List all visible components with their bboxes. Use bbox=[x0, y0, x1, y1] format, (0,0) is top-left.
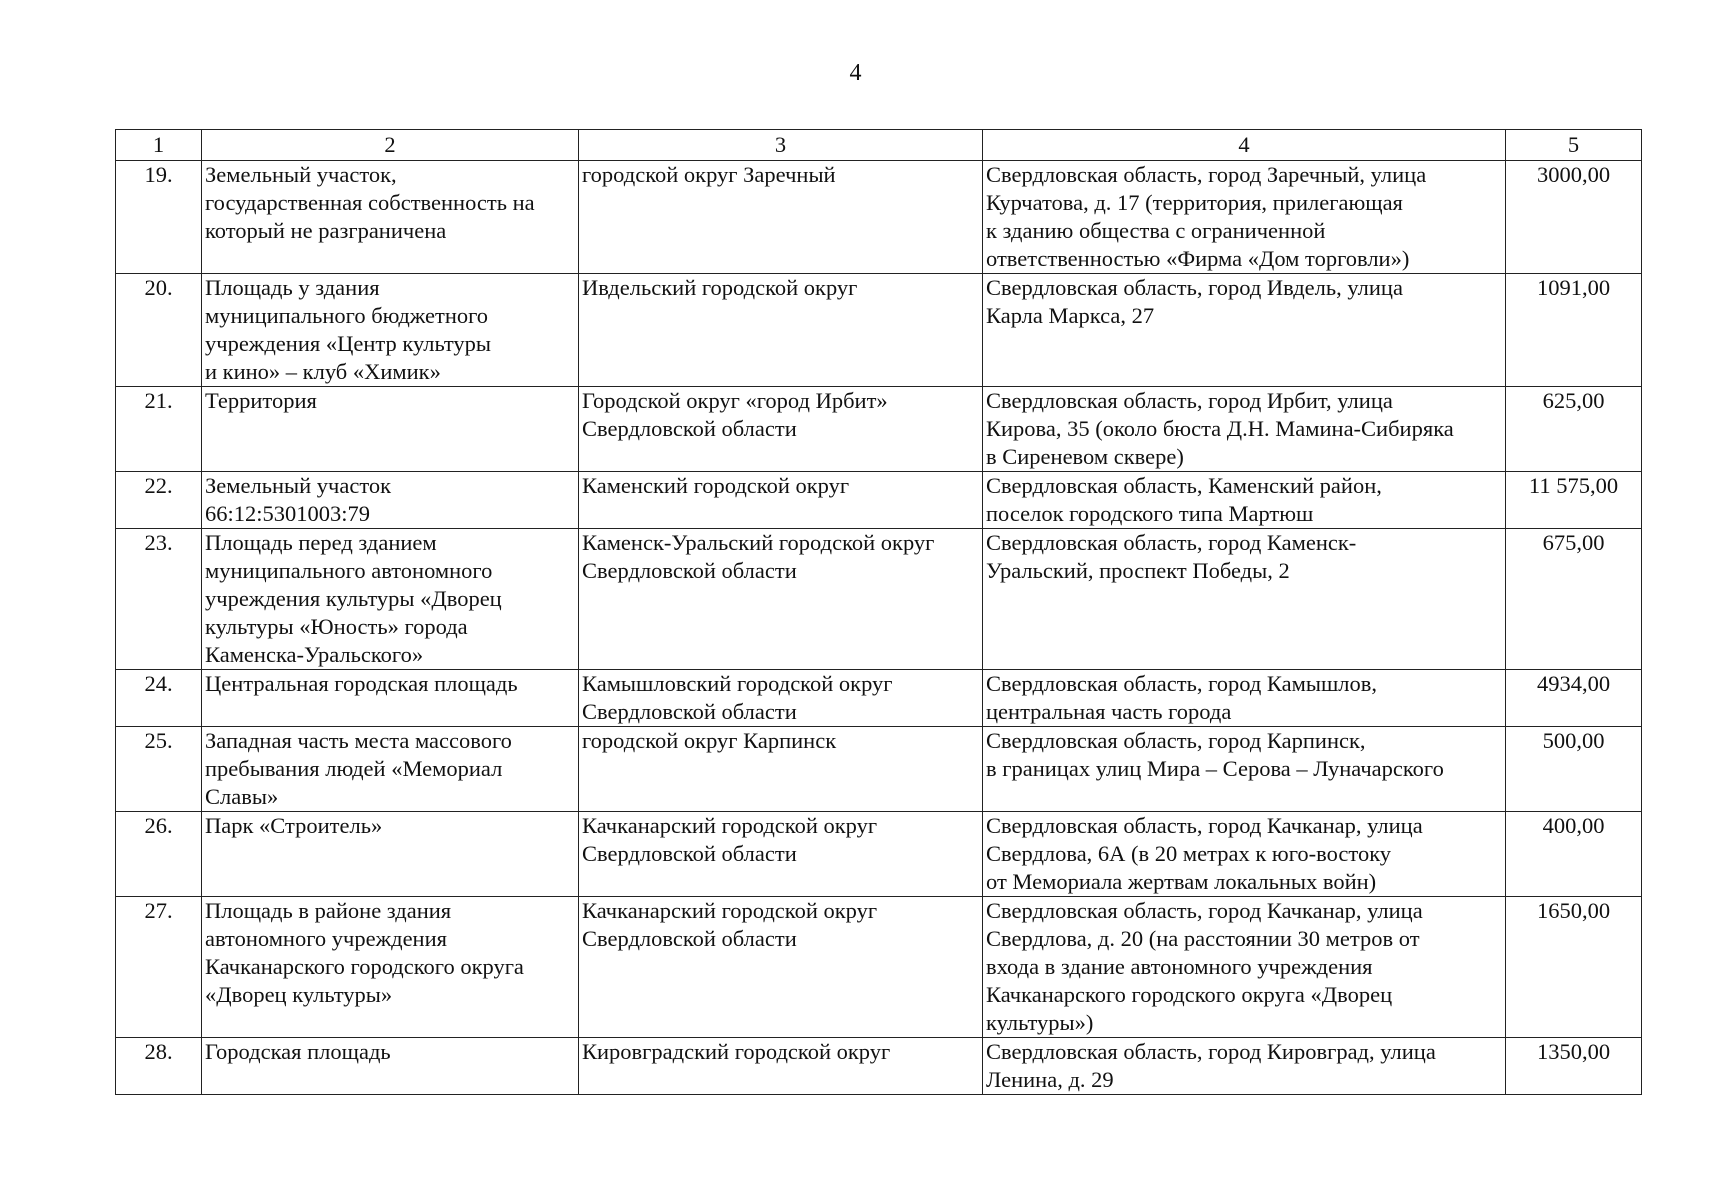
municipality-cell: Камышловский городской округ Свердловской области bbox=[579, 670, 983, 727]
area-cell: 625,00 bbox=[1506, 387, 1642, 472]
municipality-cell: городской округ Заречный bbox=[579, 161, 983, 274]
object-name-cell: Центральная городская площадь bbox=[202, 670, 579, 727]
municipality-cell: Каменский городской округ bbox=[579, 472, 983, 529]
column-header-5: 5 bbox=[1506, 130, 1642, 161]
address-cell: Свердловская область, Каменский район, поселок городского типа Мартюш bbox=[983, 472, 1506, 529]
table-row bbox=[116, 529, 1642, 670]
table-row bbox=[116, 670, 1642, 727]
object-name-cell: Городская площадь bbox=[202, 1038, 579, 1095]
column-header-4: 4 bbox=[983, 130, 1506, 161]
address-cell: Свердловская область, город Камышлов, центральная часть города bbox=[983, 670, 1506, 727]
table-row bbox=[116, 897, 1642, 1038]
column-header-1: 1 bbox=[116, 130, 202, 161]
table-row bbox=[116, 274, 1642, 387]
table-row bbox=[116, 387, 1642, 472]
row-number-cell: 22. bbox=[116, 472, 202, 529]
table-row bbox=[116, 1038, 1642, 1095]
municipality-cell: городской округ Карпинск bbox=[579, 727, 983, 812]
address-cell: Свердловская область, город Каменск- Уральский, проспект Победы, 2 bbox=[983, 529, 1506, 670]
row-number-cell: 19. bbox=[116, 161, 202, 274]
municipality-cell: Ивдельский городской округ bbox=[579, 274, 983, 387]
area-cell: 675,00 bbox=[1506, 529, 1642, 670]
area-cell: 500,00 bbox=[1506, 727, 1642, 812]
page-number: 4 bbox=[849, 60, 862, 86]
area-cell: 11 575,00 bbox=[1506, 472, 1642, 529]
row-number-cell: 28. bbox=[116, 1038, 202, 1095]
address-cell: Свердловская область, город Карпинск, в границах улиц Мира – Серова – Луначарского bbox=[983, 727, 1506, 812]
address-cell: Свердловская область, город Заречный, улица Курчатова, д. 17 (территория, прилегающая к зданию общества с ограниченной ответственностью «Фирма «Дом торговли») bbox=[983, 161, 1506, 274]
area-cell: 1650,00 bbox=[1506, 897, 1642, 1038]
municipality-cell: Качканарский городской округ Свердловской области bbox=[579, 812, 983, 897]
registry-table bbox=[115, 129, 1642, 1095]
address-cell: Свердловская область, город Качканар, улица Свердлова, 6А (в 20 метрах к юго-востоку от Мемориала жертвам локальных войн) bbox=[983, 812, 1506, 897]
area-cell: 400,00 bbox=[1506, 812, 1642, 897]
table-row bbox=[116, 472, 1642, 529]
object-name-cell: Площадь в районе здания автономного учреждения Качканарского городского округа «Дворец культуры» bbox=[202, 897, 579, 1038]
area-cell: 1350,00 bbox=[1506, 1038, 1642, 1095]
object-name-cell: Западная часть места массового пребывания людей «Мемориал Славы» bbox=[202, 727, 579, 812]
object-name-cell: Земельный участок, государственная собственность на который не разграничена bbox=[202, 161, 579, 274]
row-number-cell: 24. bbox=[116, 670, 202, 727]
municipality-cell: Каменск-Уральский городской округ Свердловской области bbox=[579, 529, 983, 670]
column-header-2: 2 bbox=[202, 130, 579, 161]
object-name-cell: Площадь перед зданием муниципального автономного учреждения культуры «Дворец культуры «Юность» города Каменска-Уральского» bbox=[202, 529, 579, 670]
row-number-cell: 21. bbox=[116, 387, 202, 472]
row-number-cell: 23. bbox=[116, 529, 202, 670]
object-name-cell: Парк «Строитель» bbox=[202, 812, 579, 897]
table-row bbox=[116, 812, 1642, 897]
area-cell: 4934,00 bbox=[1506, 670, 1642, 727]
address-cell: Свердловская область, город Качканар, улица Свердлова, д. 20 (на расстоянии 30 метров от входа в здание автономного учреждения Качканарского городского округа «Дворец культуры») bbox=[983, 897, 1506, 1038]
object-name-cell: Территория bbox=[202, 387, 579, 472]
municipality-cell: Городской округ «город Ирбит» Свердловской области bbox=[579, 387, 983, 472]
row-number-cell: 27. bbox=[116, 897, 202, 1038]
object-name-cell: Площадь у здания муниципального бюджетного учреждения «Центр культуры и кино» – клуб «Химик» bbox=[202, 274, 579, 387]
header-row bbox=[116, 130, 1642, 161]
row-number-cell: 20. bbox=[116, 274, 202, 387]
municipality-cell: Кировградский городской округ bbox=[579, 1038, 983, 1095]
area-cell: 1091,00 bbox=[1506, 274, 1642, 387]
address-cell: Свердловская область, город Кировград, улица Ленина, д. 29 bbox=[983, 1038, 1506, 1095]
column-header-3: 3 bbox=[579, 130, 983, 161]
table-row bbox=[116, 727, 1642, 812]
row-number-cell: 26. bbox=[116, 812, 202, 897]
row-number-cell: 25. bbox=[116, 727, 202, 812]
address-cell: Свердловская область, город Ирбит, улица Кирова, 35 (около бюста Д.Н. Мамина-Сибиряка в Сиреневом сквере) bbox=[983, 387, 1506, 472]
area-cell: 3000,00 bbox=[1506, 161, 1642, 274]
address-cell: Свердловская область, город Ивдель, улица Карла Маркса, 27 bbox=[983, 274, 1506, 387]
municipality-cell: Качканарский городской округ Свердловской области bbox=[579, 897, 983, 1038]
table-body bbox=[116, 161, 1642, 1095]
table-row bbox=[116, 161, 1642, 274]
object-name-cell: Земельный участок 66:12:5301003:79 bbox=[202, 472, 579, 529]
